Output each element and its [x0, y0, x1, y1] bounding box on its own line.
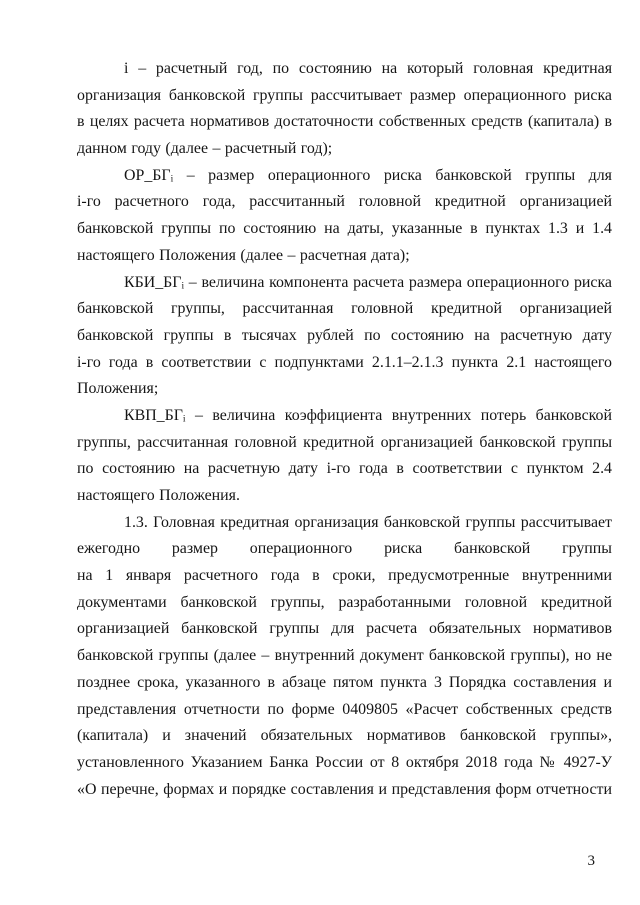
paragraph	[77, 403, 612, 510]
text-line: представления отчетности по форме 0409805 «Расчет собственных средств	[77, 700, 612, 718]
text-line: позднее срока, указанного в абзаце пятом пункта 3 Порядка составления и	[77, 673, 612, 691]
text-line: КБИ_БГᵢ – величина компонента расчета размера операционного риска	[124, 273, 612, 291]
paragraph	[77, 270, 612, 403]
text-line: группы, рассчитанная головной кредитной организацией банковской группы	[77, 433, 612, 451]
paragraph	[77, 56, 612, 163]
text-line: организация банковской группы рассчитывает размер операционного риска	[77, 86, 612, 104]
paragraph	[77, 163, 612, 270]
text-line: банковской группы в тысячах рублей по состоянию на расчетную дату	[77, 326, 612, 344]
text-line: 1.3. Головная кредитная организация банковской группы рассчитывает	[124, 513, 612, 531]
text-line: в целях расчета нормативов достаточности собственных средств (капитала) в	[77, 113, 612, 131]
text-line: ОР_БГᵢ – размер операционного риска банковской группы для	[124, 166, 612, 184]
text-line: i-го года в соответствии с подпунктами 2.1.1–2.1.3 пункта 2.1 настоящего	[77, 353, 612, 371]
text-line: по состоянию на расчетную дату i-го года в соответствии с пунктом 2.4	[77, 460, 612, 478]
text-line: документами банковской группы, разработанными головной кредитной	[77, 593, 612, 611]
text-line: банковской группы, рассчитанная головной кредитной организацией	[77, 300, 612, 318]
text-line: банковской группы (далее – внутренний документ банковской группы), но не	[77, 647, 612, 665]
text-line: организацией банковской группы для расчета обязательных нормативов	[77, 620, 612, 638]
text-line: ежегодно размер операционного риска банковской группы	[77, 540, 612, 558]
text-line: установленного Указанием Банка России от 8 октября 2018 года № 4927-У	[77, 753, 612, 771]
paragraph	[77, 510, 612, 804]
text-line: настоящего Положения.	[77, 487, 240, 504]
text-line: настоящего Положения (далее – расчетная дата);	[77, 246, 410, 264]
text-line: КВП_БГᵢ – величина коэффициента внутренних потерь банковской	[124, 406, 612, 424]
text-line: (капитала) и значений обязательных нормативов банковской группы»,	[77, 727, 612, 745]
text-line: i – расчетный год, по состоянию на который головная кредитная	[124, 60, 612, 77]
text-line: Положения;	[77, 380, 159, 398]
text-line: i-го расчетного года, рассчитанный головной кредитной организацией	[77, 193, 612, 211]
text-line: данном году (далее – расчетный год);	[77, 140, 333, 158]
document-body	[77, 56, 612, 803]
page-number: 3	[587, 853, 595, 869]
text-line: банковской группы по состоянию на даты, указанные в пунктах 1.3 и 1.4	[77, 220, 612, 238]
text-line: «О перечне, формах и порядке составления и представления форм отчетности	[77, 780, 612, 798]
text-line: на 1 января расчетного года в сроки, предусмотренные внутренними	[77, 567, 612, 585]
